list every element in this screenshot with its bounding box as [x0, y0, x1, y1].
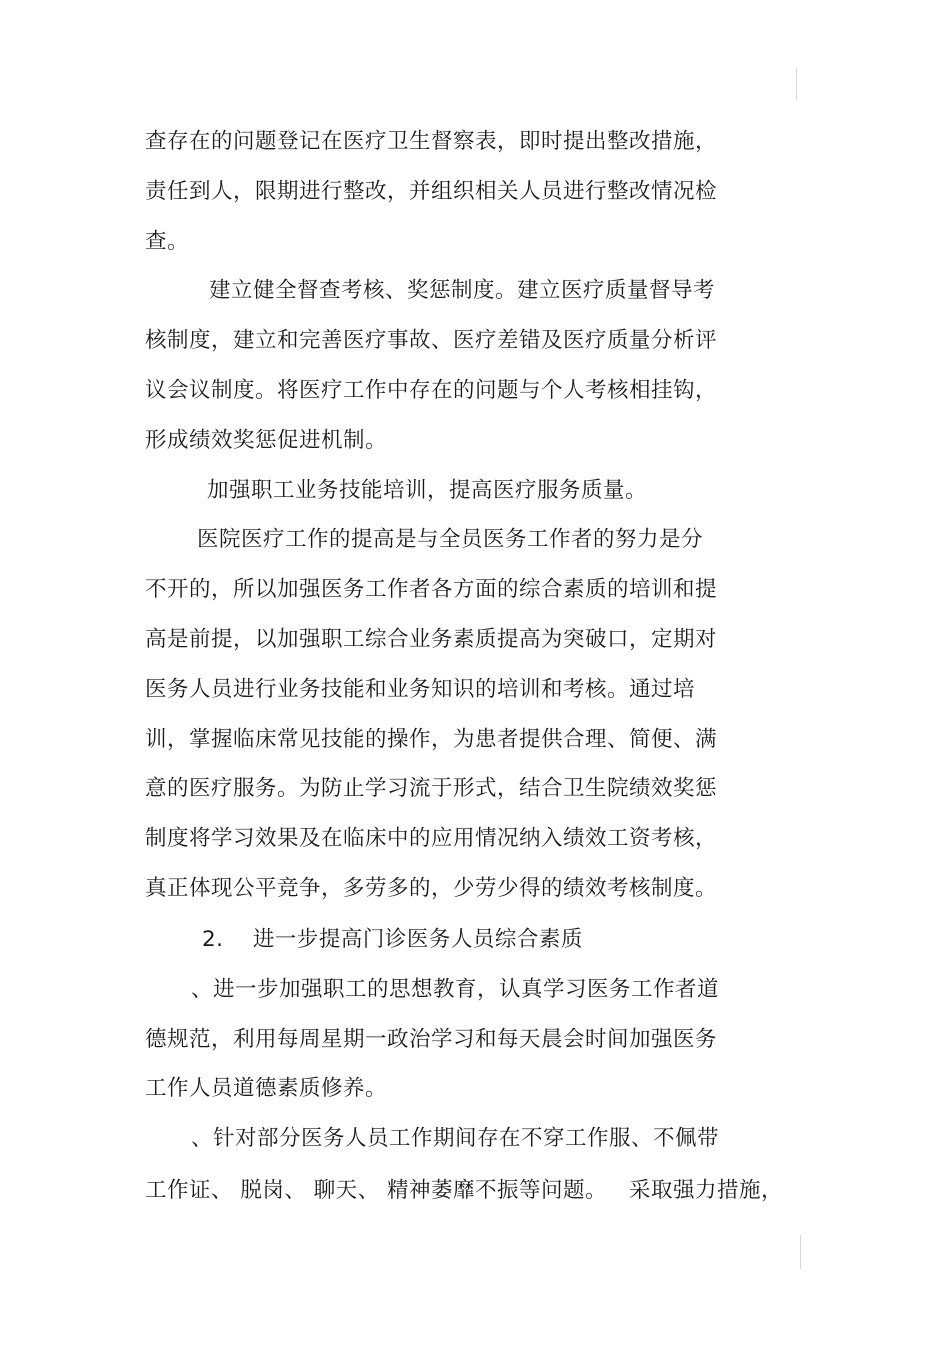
- text-line: 查存在的问题登记在医疗卫生督察表，即时提出整改措施，: [145, 129, 718, 154]
- page-edge-mark-top: [796, 68, 797, 100]
- text-line: 查。: [145, 229, 190, 254]
- text-line: 工作人员道德素质修养。: [145, 1076, 388, 1101]
- text-line: 医务人员进行业务技能和业务知识的培训和考核。通过培: [145, 677, 696, 702]
- section-heading: 2. 进一步提高门诊医务人员综合素质: [202, 927, 583, 952]
- text-line: 德规范，利用每周星期一政治学习和每天晨会时间加强医务: [145, 1027, 718, 1052]
- text-line: 、针对部分医务人员工作期间存在不穿工作服、不佩带: [191, 1126, 720, 1151]
- text-line: 训，掌握临床常见技能的操作，为患者提供合理、简便、满: [145, 727, 718, 752]
- text-line: 建立健全督查考核、奖惩制度。建立医疗质量督导考: [209, 278, 716, 303]
- text-line: 不开的，所以加强医务工作者各方面的综合素质的培训和提: [145, 577, 718, 602]
- text-line: 形成绩效奖惩促进机制。: [145, 428, 388, 453]
- text-line: 核制度，建立和完善医疗事故、医疗差错及医疗质量分析评: [145, 328, 718, 353]
- text-line: 意的医疗服务。为防止学习流于形式，结合卫生院绩效奖惩: [145, 776, 718, 801]
- text-line: 制度将学习效果及在临床中的应用情况纳入绩效工资考核，: [145, 826, 718, 851]
- page-edge-mark-bottom: [800, 1235, 801, 1269]
- text-line: 高是前提，以加强职工综合业务素质提高为突破口，定期对: [145, 627, 718, 652]
- text-line: 加强职工业务技能培训，提高医疗服务质量。: [207, 478, 648, 503]
- text-line: 议会议制度。将医疗工作中存在的问题与个人考核相挂钩，: [145, 378, 718, 403]
- text-line: 、进一步加强职工的思想教育，认真学习医务工作者道: [191, 977, 720, 1002]
- text-line: 医院医疗工作的提高是与全员医务工作者的努力是分: [197, 527, 704, 552]
- text-line: 工作证、 脱岗、 聊天、 精神萎靡不振等问题。 采取强力措施，: [145, 1178, 784, 1203]
- text-line: 真正体现公平竞争，多劳多的，少劳少得的绩效考核制度。: [145, 876, 718, 901]
- text-line: 责任到人，限期进行整改，并组织相关人员进行整改情况检: [145, 179, 718, 204]
